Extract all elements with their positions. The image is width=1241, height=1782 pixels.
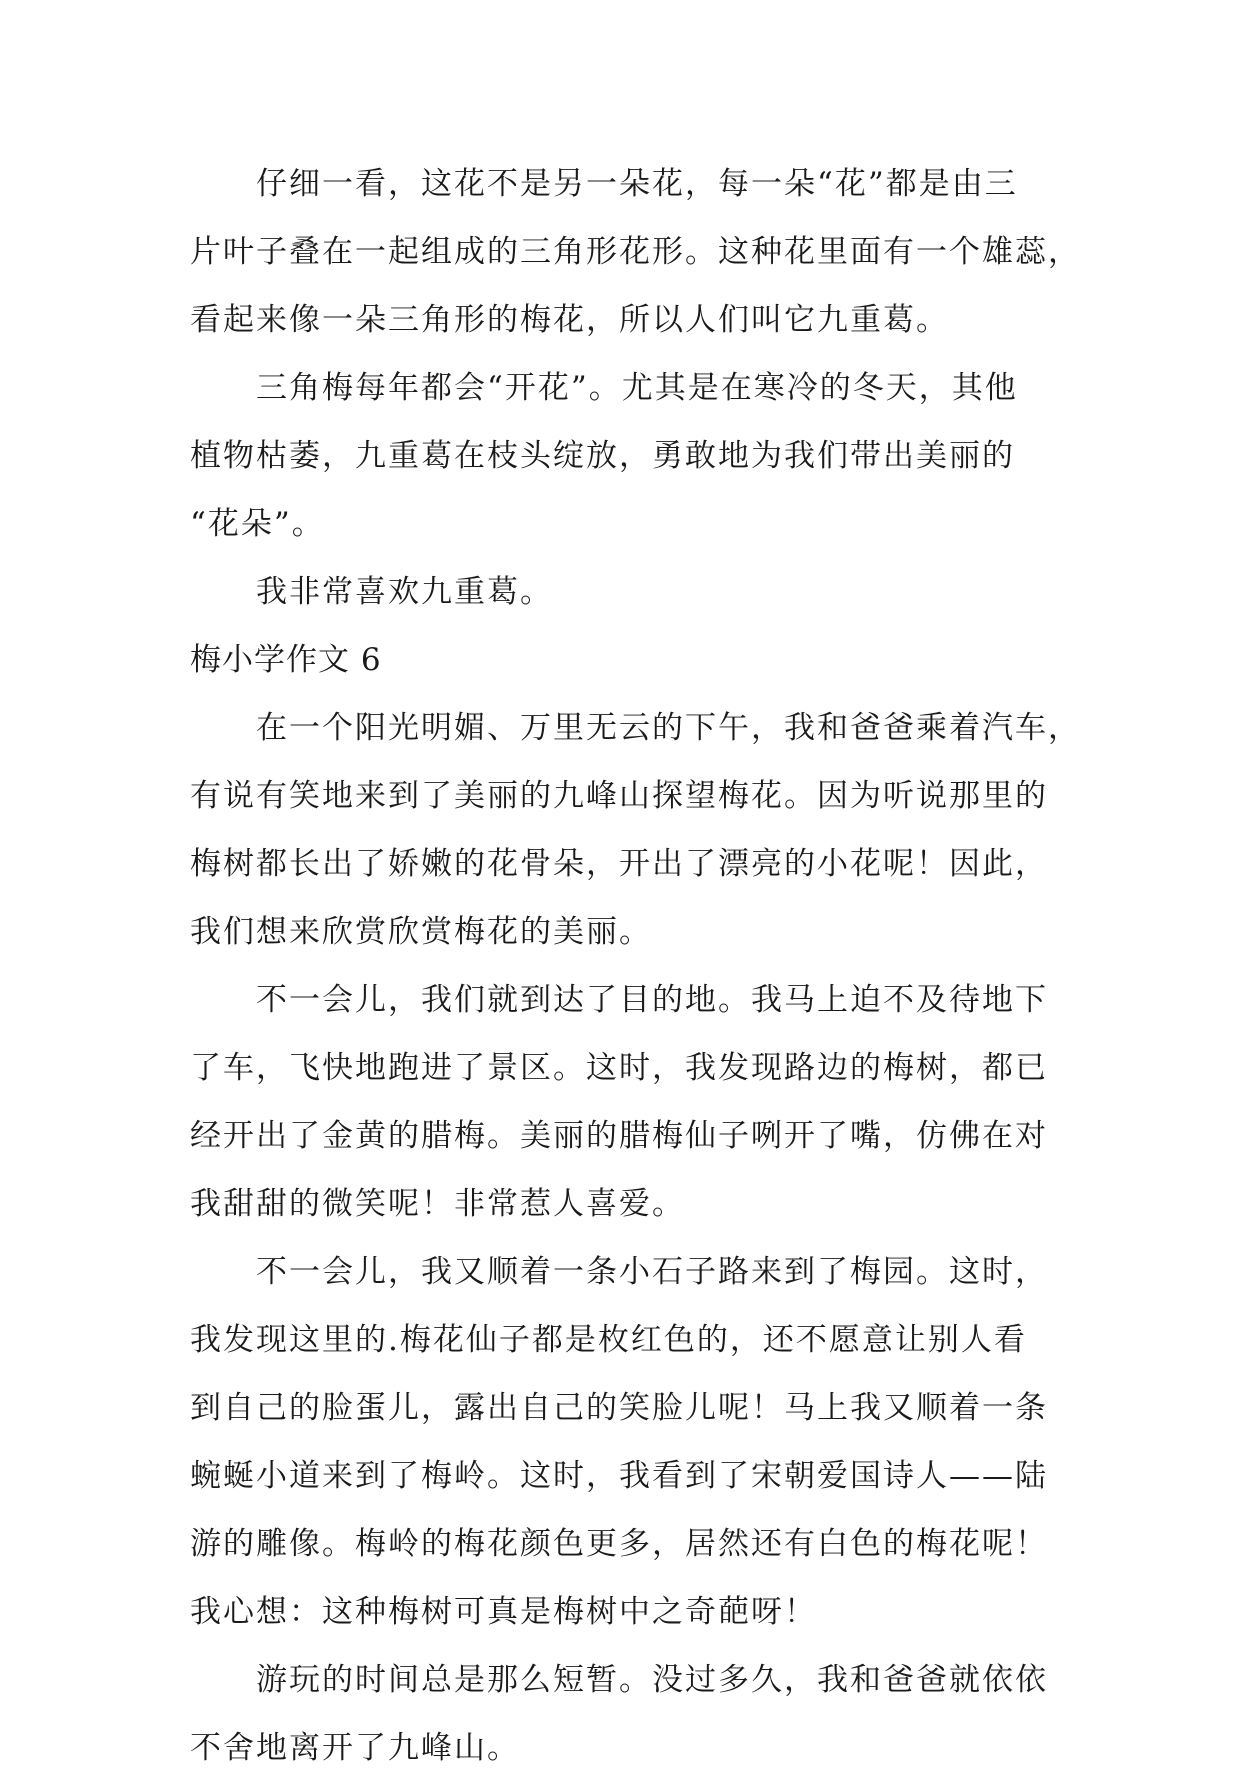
text-line: 我非常喜欢九重葛。: [256, 574, 553, 610]
text-line: 到自己的脸蛋儿，露出自己的笑脸儿呢！马上我又顺着一条: [190, 1390, 1048, 1426]
text-line: 在一个阳光明媚、万里无云的下午，我和爸爸乘着汽车，: [256, 710, 1081, 746]
text-line: 我心想：这种梅树可真是梅树中之奇葩呀！: [190, 1594, 817, 1630]
text-line: 梅树都长出了娇嫩的花骨朵，开出了漂亮的小花呢！因此，: [190, 846, 1048, 882]
text-line: 蜿蜒小道来到了梅岭。这时，我看到了宋朝爱国诗人——陆: [190, 1458, 1048, 1494]
document-body: [190, 150, 1090, 1782]
text-line: 看起来像一朵三角形的梅花，所以人们叫它九重葛。: [190, 302, 949, 338]
text-line: 游的雕像。梅岭的梅花颜色更多，居然还有白色的梅花呢！: [190, 1526, 1048, 1562]
text-line: 经开出了金黄的腊梅。美丽的腊梅仙子咧开了嘴，仿佛在对: [190, 1118, 1048, 1154]
text-line: 植物枯萎，九重葛在枝头绽放，勇敢地为我们带出美丽的: [190, 438, 1015, 474]
text-line: 不舍地离开了九峰山。: [190, 1730, 520, 1766]
section-heading: 梅小学作文 6: [190, 642, 382, 678]
text-line: 片叶子叠在一起组成的三角形花形。这种花里面有一个雄蕊，: [190, 234, 1081, 270]
text-line: “花朵”。: [190, 506, 325, 542]
text-line: 游玩的时间总是那么短暂。没过多久，我和爸爸就依依: [256, 1662, 1048, 1698]
text-line: 了车，飞快地跑进了景区。这时，我发现路边的梅树，都已: [190, 1050, 1048, 1086]
text-line: 不一会儿，我又顺着一条小石子路来到了梅园。这时，: [256, 1254, 1048, 1290]
text-line: 我发现这里的.梅花仙子都是枚红色的，还不愿意让别人看: [190, 1322, 1027, 1358]
text-line: 不一会儿，我们就到达了目的地。我马上迫不及待地下: [256, 982, 1048, 1018]
text-line: 仔细一看，这花不是另一朵花，每一朵“花”都是由三: [256, 166, 1018, 202]
text-line: 我甜甜的微笑呢！非常惹人喜爱。: [190, 1186, 685, 1222]
text-line: 我们想来欣赏欣赏梅花的美丽。: [190, 914, 652, 950]
text-line: 三角梅每年都会“开花”。尤其是在寒冷的冬天，其他: [256, 370, 1018, 406]
text-line: 有说有笑地来到了美丽的九峰山探望梅花。因为听说那里的: [190, 778, 1048, 814]
